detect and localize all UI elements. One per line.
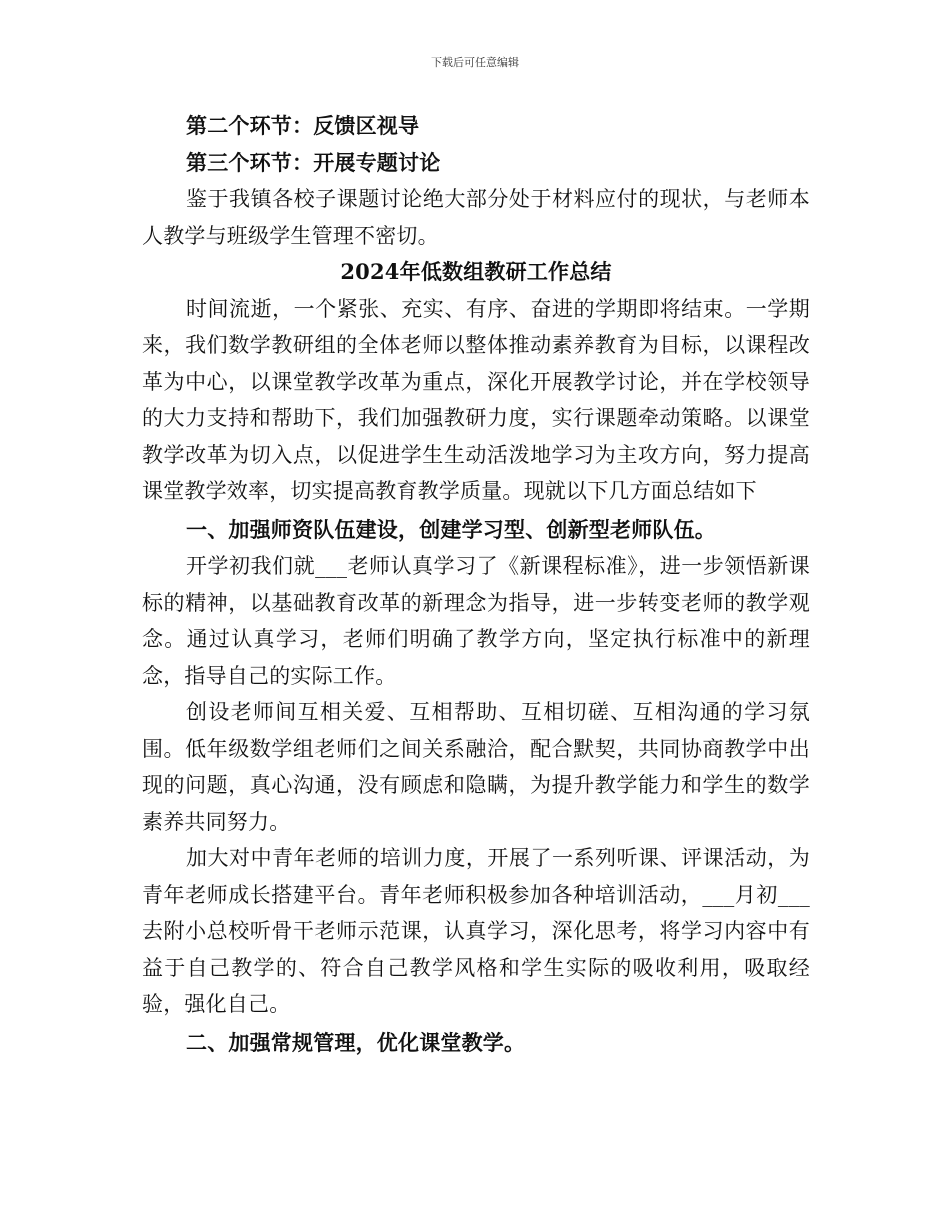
paragraph-introduction: 时间流逝，一个紧张、充实、有序、奋进的学期即将结束。一学期来，我们数学教研组的全体老师以整体推动素养教育为目标，以课程改革为中心，以课堂教学改革为重点，深化开展教学讨论，并在学校领导的大力支持和帮助下，我们加强教研力度，实行课题牵动策略。以课堂教学改革为切入点，以促进学生生动活泼地学习为主攻方向，努力提高课堂教学效率，切实提高教育教学质量。现就以下几方面总结如下	[142, 296, 810, 503]
paragraph-young-teacher-training: 加大对中青年老师的培训力度，开展了一系列听课、评课活动，为青年老师成长搭建平台。青年老师积极参加各种培训活动，___月初___去附小总校听骨干老师示范课，认真学习，深化思考，将学习内容中有益于自己教学的、符合自己教学风格和学生实际的吸收利用，吸取经验，强化自己。	[142, 846, 810, 1016]
paragraph-learning-atmosphere: 创设老师间互相关爱、互相帮助、互相切磋、互相沟通的学习氛围。低年级数学组老师们之间关系融洽，配合默契，共同协商教学中出现的问题，真心沟通，没有顾虑和隐瞒，为提升教学能力和学生的数学素养共同努力。	[142, 700, 810, 834]
document-body	[142, 108, 810, 1061]
section-heading-one: 一、加强师资队伍建设，创建学习型、创新型老师队伍。	[186, 516, 716, 542]
section-heading-two: 二、加强常规管理，优化课堂教学。	[186, 1029, 526, 1055]
section-heading-step-two: 第二个环节：反馈区视导	[186, 113, 420, 138]
document-title: 2024年低数组教研工作总结	[340, 259, 612, 284]
section-heading-step-three: 第三个环节：开展专题讨论	[186, 149, 441, 175]
paragraph-current-situation: 鉴于我镇各校子课题讨论绝大部分处于材料应付的现状，与老师本人教学与班级学生管理不密切。	[142, 187, 810, 248]
paragraph-curriculum-study: 开学初我们就___老师认真学习了《新课程标准》，进一步领悟新课标的精神，以基础教育改革的新理念为指导，进一步转变老师的教学观念。通过认真学习，老师们明确了教学方向，坚定执行标准中的新理念，指导自己的实际工作。	[142, 554, 810, 688]
page-header-note: 下载后可任意编辑	[431, 56, 519, 69]
